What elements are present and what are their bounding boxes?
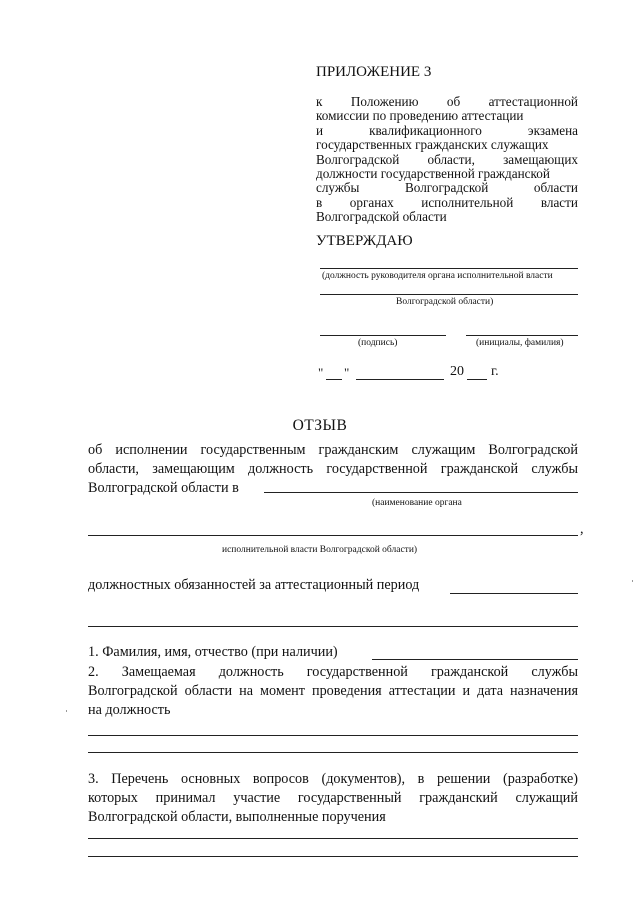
- item-2-fill-line: [88, 735, 578, 736]
- reference-line: в органах исполнительной власти: [316, 194, 578, 210]
- duties-label: должностных обязанностей за аттестационный период: [88, 577, 420, 593]
- item-2-line: 2. Замещаемая должность государственной гражданской службы: [88, 664, 578, 680]
- day-line: [326, 379, 342, 380]
- signature-hint: (подпись): [358, 338, 398, 348]
- item-2-paragraph: [88, 663, 578, 720]
- position-line: [320, 294, 578, 295]
- fio-line: [372, 659, 578, 660]
- reference-line: к Положению об аттестационной: [316, 94, 578, 109]
- item-2-fill-line: [88, 752, 578, 753]
- position-hint: (должность руководителя органа исполнительной власти: [322, 271, 553, 281]
- item-2-line: на должность: [88, 702, 171, 718]
- duties-line: [450, 593, 578, 594]
- appendix-reference: [316, 95, 578, 225]
- reference-line: должности государственной гражданской: [316, 166, 550, 182]
- year-line: [467, 379, 487, 380]
- reference-line: государственных гражданских служащих: [316, 137, 549, 153]
- reference-line: и квалификационного экзамена: [316, 122, 578, 138]
- intro-line: об исполнении государственным гражданским служащим Волгоградской: [88, 442, 578, 458]
- org-comma: ,: [580, 521, 584, 537]
- org-name-line: [264, 492, 578, 493]
- intro-line: Волгоградской области в: [88, 480, 239, 496]
- item-3-line: 3. Перечень основных вопросов (документов), в решении (разработке): [88, 771, 578, 787]
- item-2-line: Волгоградской области на момент проведения аттестации и дата назначения: [88, 683, 578, 699]
- scan-speck: [632, 580, 633, 582]
- appendix-title: ПРИЛОЖЕНИЕ 3: [316, 64, 432, 80]
- year-prefix: 20: [450, 364, 464, 379]
- item-3-paragraph: [88, 770, 578, 827]
- approval-heading: УТВЕРЖДАЮ: [316, 233, 413, 249]
- org-hint: (наименование органа: [372, 498, 462, 508]
- intro-paragraph: [88, 441, 578, 498]
- item-3-fill-line: [88, 838, 578, 839]
- duties-line-2: [88, 626, 578, 627]
- name-line: [466, 335, 578, 336]
- reference-line: службы Волгоградской области: [316, 180, 578, 196]
- date-open-quote: ": [318, 365, 324, 380]
- signature-line: [320, 335, 446, 336]
- month-line: [356, 379, 444, 380]
- position-line: [320, 268, 578, 269]
- reference-line: комиссии по проведению аттестации: [316, 108, 524, 124]
- document-title: ОТЗЫВ: [292, 417, 348, 434]
- item-3-fill-line: [88, 856, 578, 857]
- date-close-quote: ": [344, 365, 350, 380]
- item-3-line: Волгоградской области, выполненные поручения: [88, 809, 386, 825]
- org-name-line-2: [88, 535, 578, 536]
- intro-line: области, замещающим должность государственной гражданской службы: [88, 461, 578, 477]
- item-3-line: которых принимал участие государственный гражданский служащий: [88, 790, 578, 806]
- reference-line: Волгоградской области, замещающих: [316, 151, 578, 167]
- exec-hint: исполнительной власти Волгоградской области): [222, 545, 418, 555]
- reference-line: Волгоградской области: [316, 209, 447, 225]
- year-suffix: г.: [491, 364, 499, 379]
- position-hint-2: Волгоградской области): [396, 297, 494, 307]
- scan-speck: [66, 710, 67, 712]
- name-hint: (инициалы, фамилия): [476, 338, 564, 348]
- item-1-label: 1. Фамилия, имя, отчество (при наличии): [88, 644, 338, 660]
